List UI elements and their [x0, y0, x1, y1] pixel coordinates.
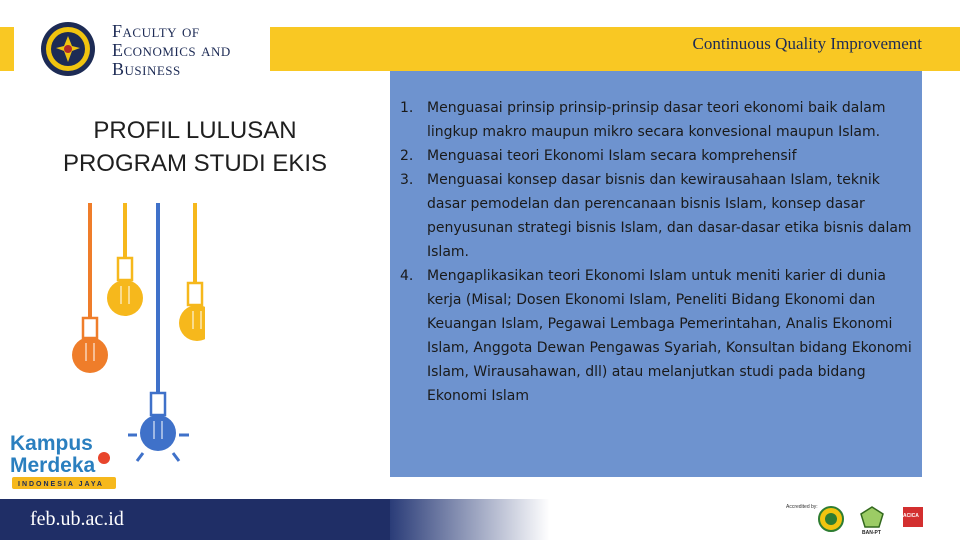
list-item — [400, 144, 918, 168]
list-item — [400, 168, 918, 264]
acica-label: ACICA — [903, 513, 919, 519]
ban-pt-badge-icon — [860, 506, 884, 528]
footer-url-link[interactable]: feb.ub.ac.id — [30, 508, 124, 530]
light-bulb-icon — [179, 203, 205, 341]
page-title — [30, 114, 360, 180]
page-title-line-2: PROGRAM STUDI EKIS — [62, 150, 328, 177]
list-item-number: 3. — [400, 172, 414, 188]
page-title-line-1: PROFIL LULUSAN — [93, 117, 297, 144]
header-accent-left — [0, 27, 14, 71]
list-item-text: Menguasai teori Ekonomi Islam secara komprehensif — [427, 148, 797, 164]
accreditation-label: Accredited by: — [786, 504, 818, 510]
tagline: Continuous Quality Improvement — [692, 34, 922, 53]
list-item-text: Mengaplikasikan teori Ekonomi Islam untuk meniti karier di dunia kerja (Misal; Dosen Ekonomi Islam, Peneliti Bidang Ekonomi dan Keuangan Islam, Pegawai Lembaga Pemerintahan, Analis Ekonomi Islam, Anggota Dewan Pengawas Syariah, Konsultan bidang Ekonomi Islam, Wirausahawan, dll) atau melanjutkan studi pada bidang Ekonomi Islam — [427, 268, 912, 404]
list-item — [400, 264, 918, 408]
ban-pt-label: BAN-PT — [862, 530, 881, 536]
list-item-text: Menguasai prinsip prinsip-prinsip dasar teori ekonomi baik dalam lingkup makro maupun mikro secara konvesional maupun Islam. — [427, 100, 886, 140]
accreditation-badge-icon — [818, 506, 844, 532]
list-item-text: Menguasai konsep dasar bisnis dan kewirausahaan Islam, teknik dasar pemodelan dan perencanaan bisnis Islam, konsep dasar penyusunan strategi bisnis Islam, dan dasar-dasar etika bisnis dalam Islam. — [427, 172, 912, 260]
light-bulb-icon — [127, 203, 189, 461]
kampus-merdeka-logo — [4, 428, 128, 494]
light-bulb-icon — [107, 203, 143, 316]
faculty-line-3: Business — [112, 59, 181, 79]
kampus-line-1: Kampus — [10, 432, 93, 455]
kampus-tagline: INDONESIA JAYA — [18, 481, 104, 488]
faculty-line-1: Faculty of — [112, 21, 200, 41]
light-bulb-icon — [72, 203, 108, 373]
kampus-line-2: Merdeka — [10, 454, 96, 477]
faculty-line-2: Economics and — [112, 40, 231, 60]
faculty-logo — [40, 16, 260, 82]
graduate-profile-list — [400, 96, 918, 408]
list-item-number: 4. — [400, 268, 414, 284]
list-item-number: 2. — [400, 148, 414, 164]
list-item-number: 1. — [400, 100, 414, 116]
list-item — [400, 96, 918, 144]
university-crest-icon — [40, 20, 96, 78]
